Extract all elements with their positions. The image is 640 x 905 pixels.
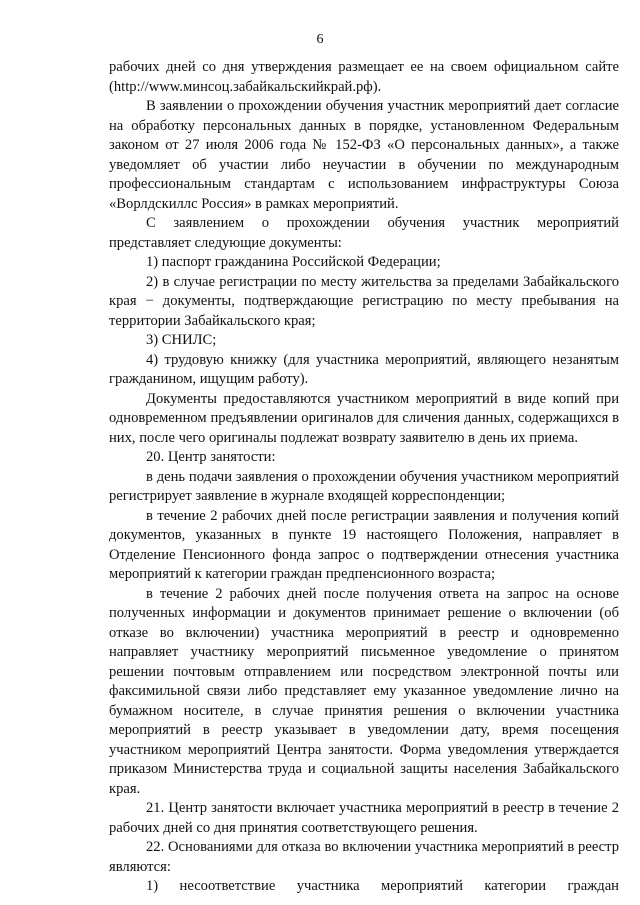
document-body (109, 58, 619, 897)
paragraph: 4) трудовую книжку (для участника мероприятий, являющего незанятым гражданином, ищущим работу). (109, 351, 619, 387)
paragraph: С заявлением о прохождении обучения участник мероприятий представляет следующие документы: (109, 215, 619, 251)
paragraph: рабочих дней со дня утверждения размещает ее на своем официальном сайте (http://www.минсоц.забайкальскийкрай.рф). (109, 59, 619, 95)
paragraph: в день подачи заявления о прохождении обучения участником мероприятий регистрирует заявление в журнале входящей корреспонденции; (109, 468, 619, 504)
paragraph: В заявлении о прохождении обучения участник мероприятий дает согласие на обработку персональных данных в порядке, установленном Федеральным законом от 27 июля 2006 года № 152-ФЗ «О персональных данных», а также уведомляет об участии либо неучастии в обучении по международным профессиональным стандартам с использованием инфраструктуры Союза «Ворлдскиллс Россия» в рамках мероприятий. (109, 98, 619, 212)
paragraph: 1) несоответствие участника мероприятий категории граждан (146, 878, 619, 894)
paragraph: Документы предоставляются участником мероприятий в виде копий при одновременном предъявлении оригиналов для сличения данных, содержащихся в них, после чего оригиналы подлежат возврату заявителю в день их приема. (109, 390, 619, 446)
paragraph: 3) СНИЛС; (146, 332, 217, 348)
page-number: 6 (316, 32, 324, 47)
paragraph: в течение 2 рабочих дней после регистрации заявления и получения копий документов, указанных в пункте 19 настоящего Положения, направляет в Отделение Пенсионного фонда запрос о подтверждении отнесения участника мероприятий к категории граждан предпенсионного возраста; (109, 507, 619, 582)
paragraph: 2) в случае регистрации по месту жительства за пределами Забайкальского края − документы, подтверждающие регистрацию по месту пребывания на территории Забайкальского края; (109, 273, 619, 329)
paragraph: 22. Основаниями для отказа во включении участника мероприятий в реестр являются: (109, 839, 619, 875)
paragraph: 1) паспорт гражданина Российской Федерации; (146, 254, 441, 270)
paragraph: 21. Центр занятости включает участника мероприятий в реестр в течение 2 рабочих дней со дня принятия соответствующего решения. (109, 800, 619, 836)
paragraph: 20. Центр занятости: (146, 449, 276, 465)
paragraph: в течение 2 рабочих дней после получения ответа на запрос на основе полученных информации и документов принимает решение о включении (об отказе во включении) участника мероприятий в реестр и одновременно направляет участнику мероприятий письменное уведомление о принятом решении почтовым отправлением или посредством электронной почты или факсимильной связи либо представляет ему указанное уведомление лично на бумажном носителе, в случае принятия решения о включении участника мероприятий в реестр указывает в уведомлении дату, время посещения участником мероприятий Центра занятости. Форма уведомления утверждается приказом Министерства труда и социальной защиты населения Забайкальского края. (109, 585, 619, 797)
